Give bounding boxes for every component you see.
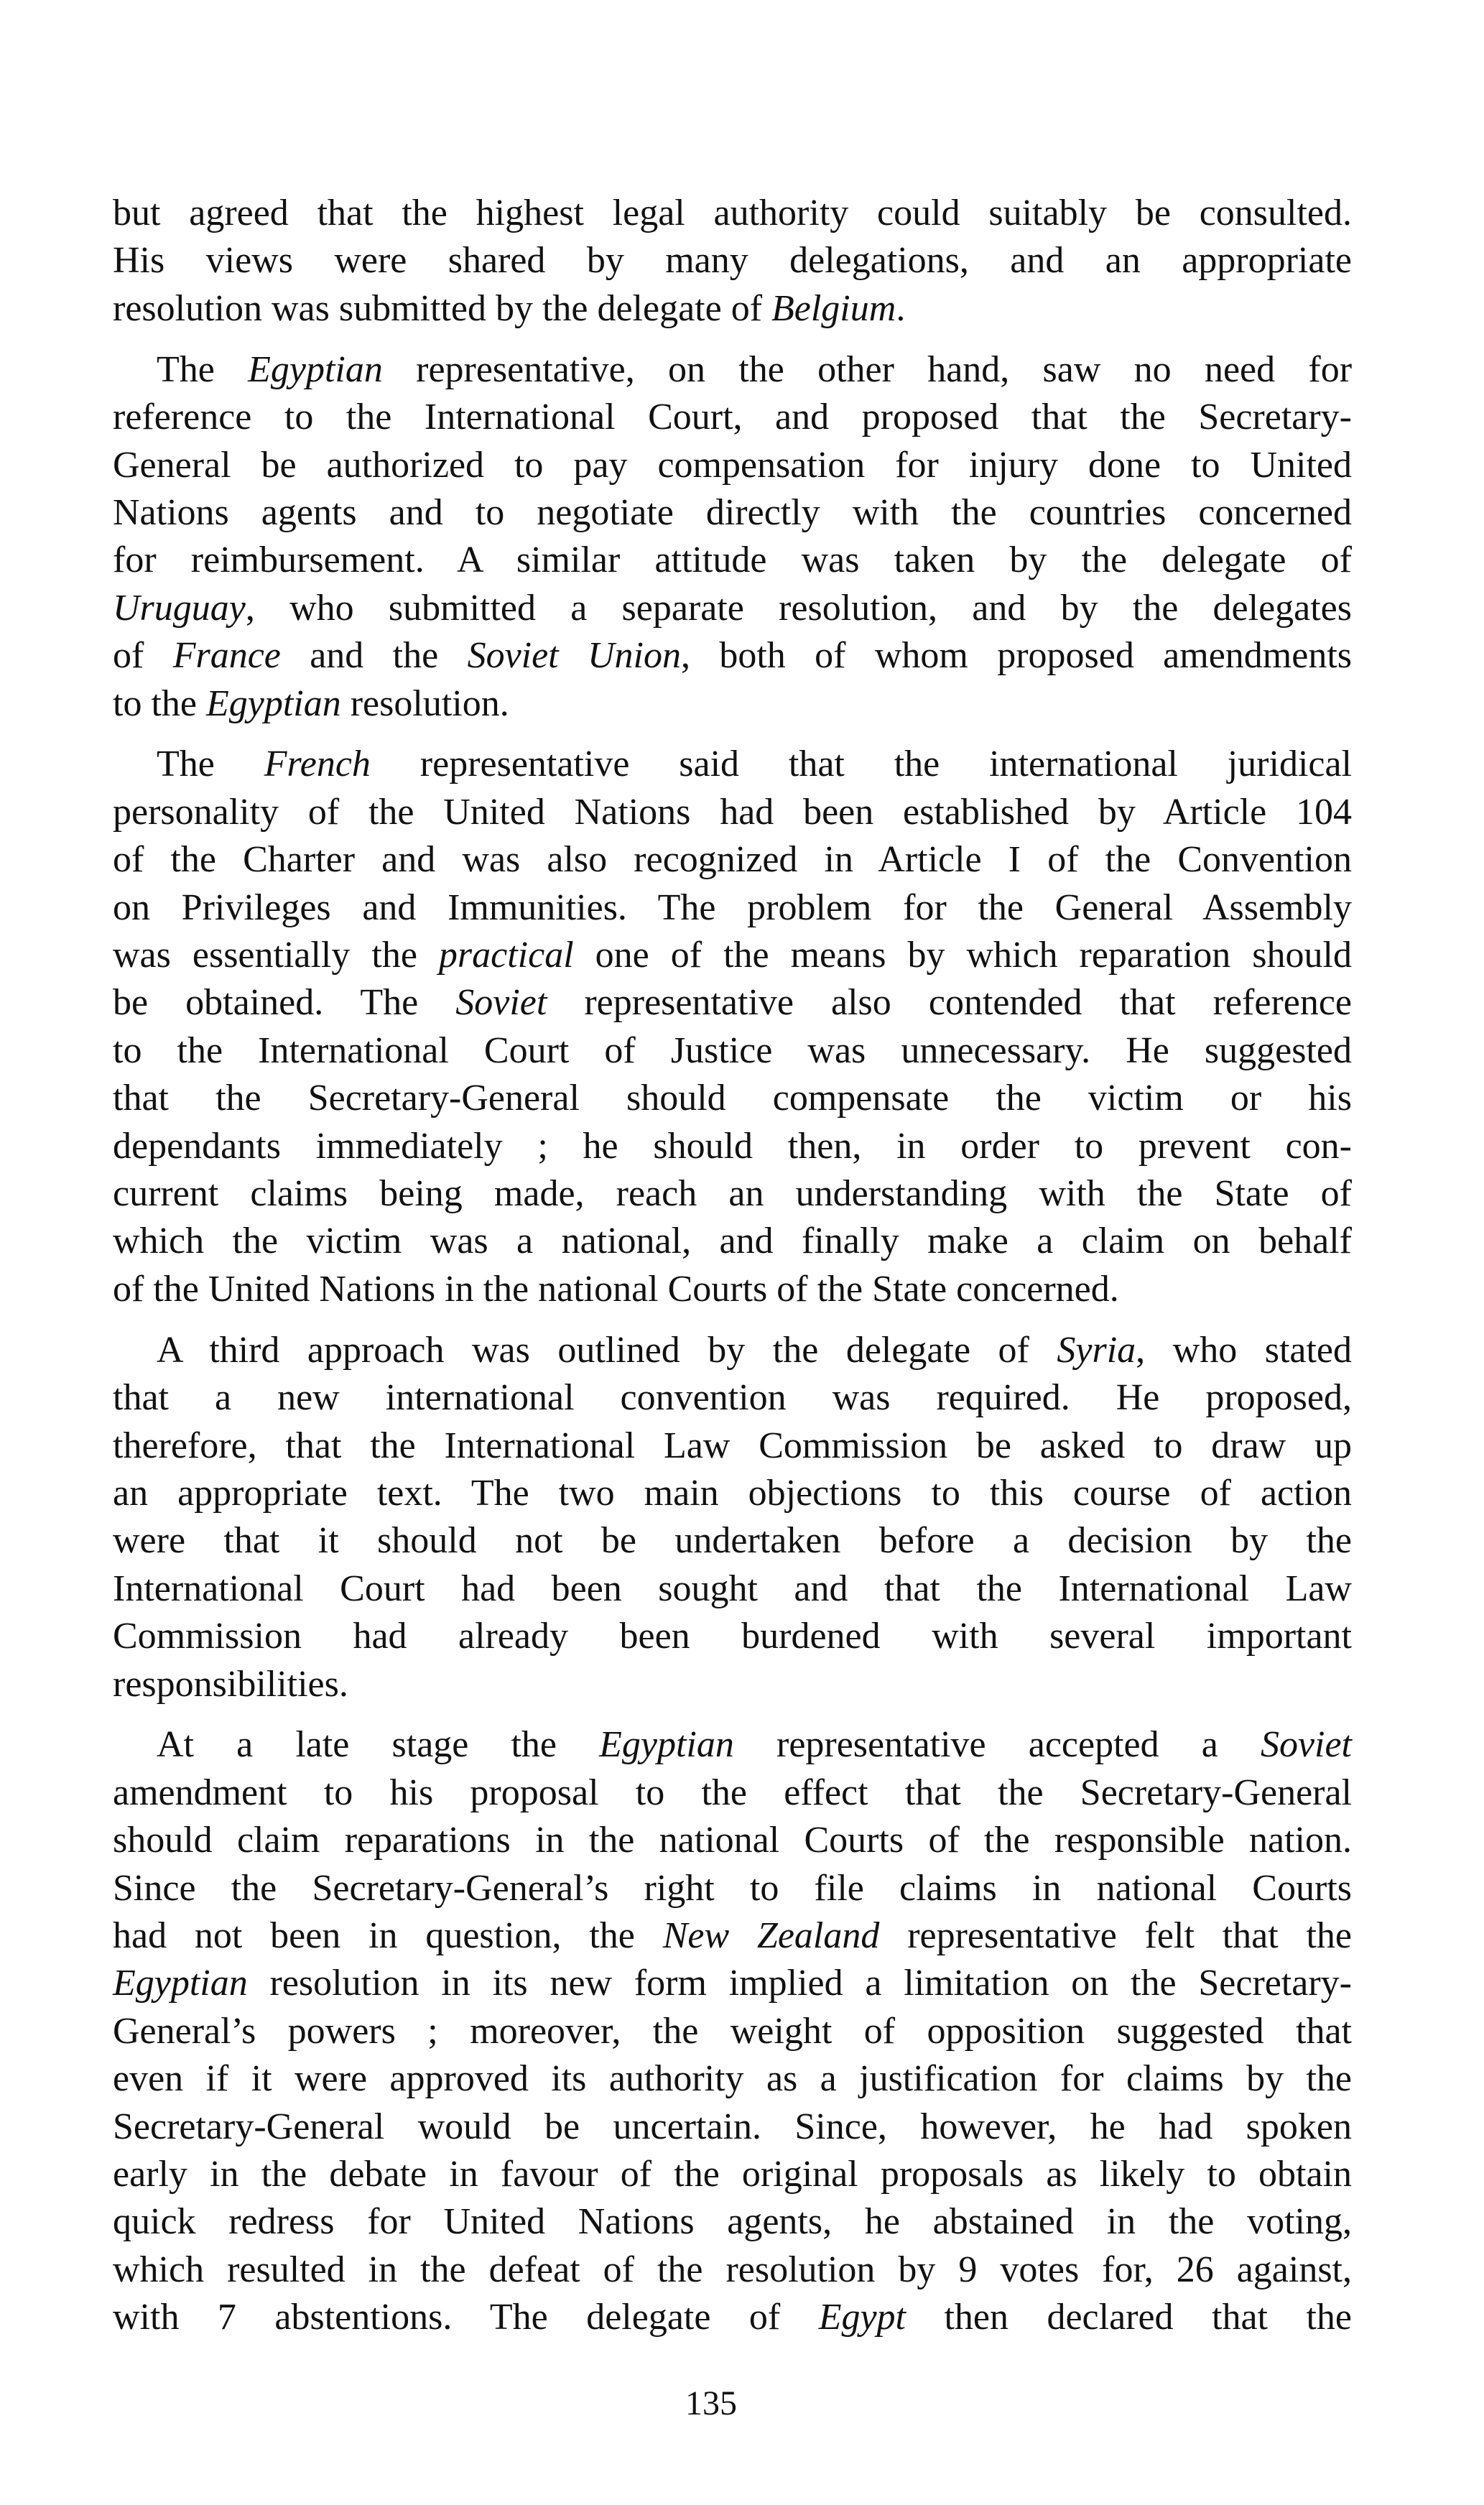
italic-text: Egyptian (248, 348, 383, 390)
text-run: Secretary-General would be uncertain. Since, however, he had spoken (113, 2106, 1352, 2147)
text-line (113, 1170, 1352, 1218)
text-run: for reimbursement. A similar attitude was taken by the delegate of (113, 540, 1352, 581)
text-run: His views were shared by many delegations, and an appropriate (113, 240, 1352, 282)
text-line (113, 2008, 1352, 2055)
paragraph (113, 346, 1352, 728)
text-line (113, 932, 1352, 979)
italic-text: New Zealand (662, 1915, 880, 1957)
text-run: A third approach was outlined by the delegate of (157, 1329, 1057, 1371)
text-run: dependants immediately ; he should then, in order to prevent con- (113, 1125, 1352, 1167)
text-run: of the Charter and was also recognized in Article I of the Convention (113, 839, 1352, 881)
text-run: Commission had already been burdened with several important (113, 1616, 1352, 1657)
text-run: one of the means by which reparation should (573, 935, 1352, 976)
text-run: on Privileges and Immunities. The problem for the General Assembly (113, 886, 1352, 928)
italic-text: practical (438, 935, 574, 976)
text-run: resolution in its new form implied a limitation on the Secretary- (247, 1963, 1352, 2004)
text-line (113, 741, 1352, 788)
italic-text: Egyptian (113, 1963, 248, 2004)
text-run: personality of the United Nations had been established by Article 104 (113, 791, 1352, 833)
text-line (113, 1817, 1352, 1864)
text-line (113, 1374, 1352, 1422)
paragraph (113, 1327, 1352, 1708)
text-run: had not been in question, the (113, 1915, 663, 1957)
text-run: that the Secretary-General should compensate the victim or his (113, 1078, 1352, 1119)
text-run: representative accepted a (733, 1724, 1261, 1766)
text-line (113, 884, 1352, 932)
italic-text: Egypt (818, 2297, 906, 2338)
text-line (113, 1912, 1352, 1960)
body-text (113, 190, 1352, 2355)
text-line (113, 1123, 1352, 1170)
text-line (113, 1661, 1352, 1708)
text-line (113, 1266, 1352, 1313)
italic-text: Belgium (771, 287, 896, 329)
text-run: was essentially the (113, 935, 439, 976)
text-line (113, 2294, 1352, 2341)
text-line (113, 1613, 1352, 1660)
text-line (113, 2103, 1352, 2151)
text-run: . (896, 287, 906, 329)
text-line (113, 2055, 1352, 2103)
text-line (113, 1865, 1352, 1912)
text-run: early in the debate in favour of the original proposals as likely to obtain (113, 2154, 1352, 2195)
text-line (113, 979, 1352, 1027)
text-run: of the United Nations in the national Courts of the State concerned. (113, 1268, 1119, 1310)
italic-text: Soviet (455, 982, 547, 1024)
paragraph (113, 190, 1352, 333)
text-line (113, 1721, 1352, 1769)
text-run: representative also contended that reference (547, 982, 1352, 1024)
text-run: General’s powers ; moreover, the weight of opposition suggested that (113, 2010, 1352, 2052)
italic-text: France (172, 635, 281, 677)
text-run: The (157, 744, 264, 785)
text-line (113, 2151, 1352, 2198)
text-run: be obtained. The (113, 982, 456, 1024)
text-run: amendment to his proposal to the effect that the Secretary-General (113, 1772, 1352, 1813)
italic-text: Egyptian (599, 1724, 734, 1766)
text-line (113, 1769, 1352, 1817)
text-run: , both of whom proposed amendments (680, 635, 1353, 677)
text-line (113, 2198, 1352, 2246)
text-line (113, 1218, 1352, 1265)
text-run: , who submitted a separate resolution, and by the delegates (245, 587, 1352, 629)
text-line (113, 489, 1352, 537)
text-line (113, 836, 1352, 884)
page-number: 135 (685, 2384, 737, 2422)
text-line (113, 1470, 1352, 1517)
text-run: to the (113, 682, 206, 724)
text-run: and the (280, 635, 468, 677)
text-run: resolution. (340, 682, 509, 724)
paragraph (113, 1721, 1352, 2341)
text-line (113, 285, 1352, 333)
italic-text: Uruguay (113, 587, 246, 629)
text-run: current claims being made, reach an understanding with the State of (113, 1173, 1352, 1214)
text-line (113, 1960, 1352, 2007)
text-run: which resulted in the defeat of the resolution by 9 votes for, 26 against, (113, 2249, 1352, 2290)
italic-text: Egyptian (205, 682, 341, 724)
text-line (113, 680, 1352, 728)
italic-text: Soviet Union (467, 635, 681, 677)
text-line (113, 1027, 1352, 1075)
text-run: which the victim was a national, and finally make a claim on behalf (113, 1221, 1352, 1262)
text-line (113, 190, 1352, 237)
text-run: therefore, that the International Law Commission be asked to draw up (113, 1425, 1352, 1466)
text-line (113, 789, 1352, 836)
text-run: representative felt that the (879, 1915, 1352, 1957)
text-run: At a late stage the (157, 1724, 600, 1766)
text-line (113, 346, 1352, 394)
text-run: responsibilities. (113, 1663, 348, 1705)
text-run: then declared that the (906, 2297, 1353, 2338)
paragraph (113, 741, 1352, 1313)
text-run: an appropriate text. The two main objections to this course of action (113, 1472, 1352, 1514)
text-line (113, 237, 1352, 284)
text-run: even if it were approved its authority as a justification for claims by the (113, 2058, 1352, 2100)
text-line (113, 1075, 1352, 1122)
text-line (113, 442, 1352, 489)
text-line (113, 1517, 1352, 1565)
text-line (113, 537, 1352, 584)
text-run: representative said that the international juridical (370, 744, 1353, 785)
text-line (113, 632, 1352, 680)
text-run: The (157, 348, 249, 390)
text-run: resolution was submitted by the delegate of (113, 287, 772, 329)
italic-text: French (264, 744, 371, 785)
text-line (113, 2246, 1352, 2294)
text-line (113, 394, 1352, 441)
text-run: quick redress for United Nations agents, he abstained in the voting, (113, 2201, 1352, 2243)
text-run: representative, on the other hand, saw no need for (382, 348, 1353, 390)
text-run: but agreed that the highest legal authority could suitably be consulted. (113, 193, 1352, 233)
italic-text: Syria (1057, 1329, 1136, 1371)
text-run: International Court had been sought and that the International Law (113, 1568, 1352, 1609)
text-line (113, 1327, 1352, 1374)
text-run: reference to the International Court, and proposed that the Secretary- (113, 397, 1352, 438)
text-run: to the International Court of Justice was unnecessary. He suggested (113, 1029, 1352, 1071)
text-line (113, 1422, 1352, 1470)
text-run: Since the Secretary-General’s right to file claims in national Courts (113, 1867, 1352, 1909)
text-run: Nations agents and to negotiate directly with the countries concerned (113, 491, 1352, 533)
text-run: , who stated (1136, 1329, 1352, 1371)
text-run: General be authorized to pay compensation for injury done to United (113, 444, 1352, 486)
text-run: of (113, 635, 173, 677)
text-run: should claim reparations in the national Courts of the responsible nation. (113, 1820, 1352, 1861)
text-line (113, 1565, 1352, 1613)
italic-text: Soviet (1260, 1724, 1352, 1766)
text-run: were that it should not be undertaken before a decision by the (113, 1520, 1352, 1562)
text-run: that a new international convention was required. He proposed, (113, 1377, 1352, 1419)
text-line (113, 585, 1352, 632)
text-run: with 7 abstentions. The delegate of (113, 2297, 819, 2338)
